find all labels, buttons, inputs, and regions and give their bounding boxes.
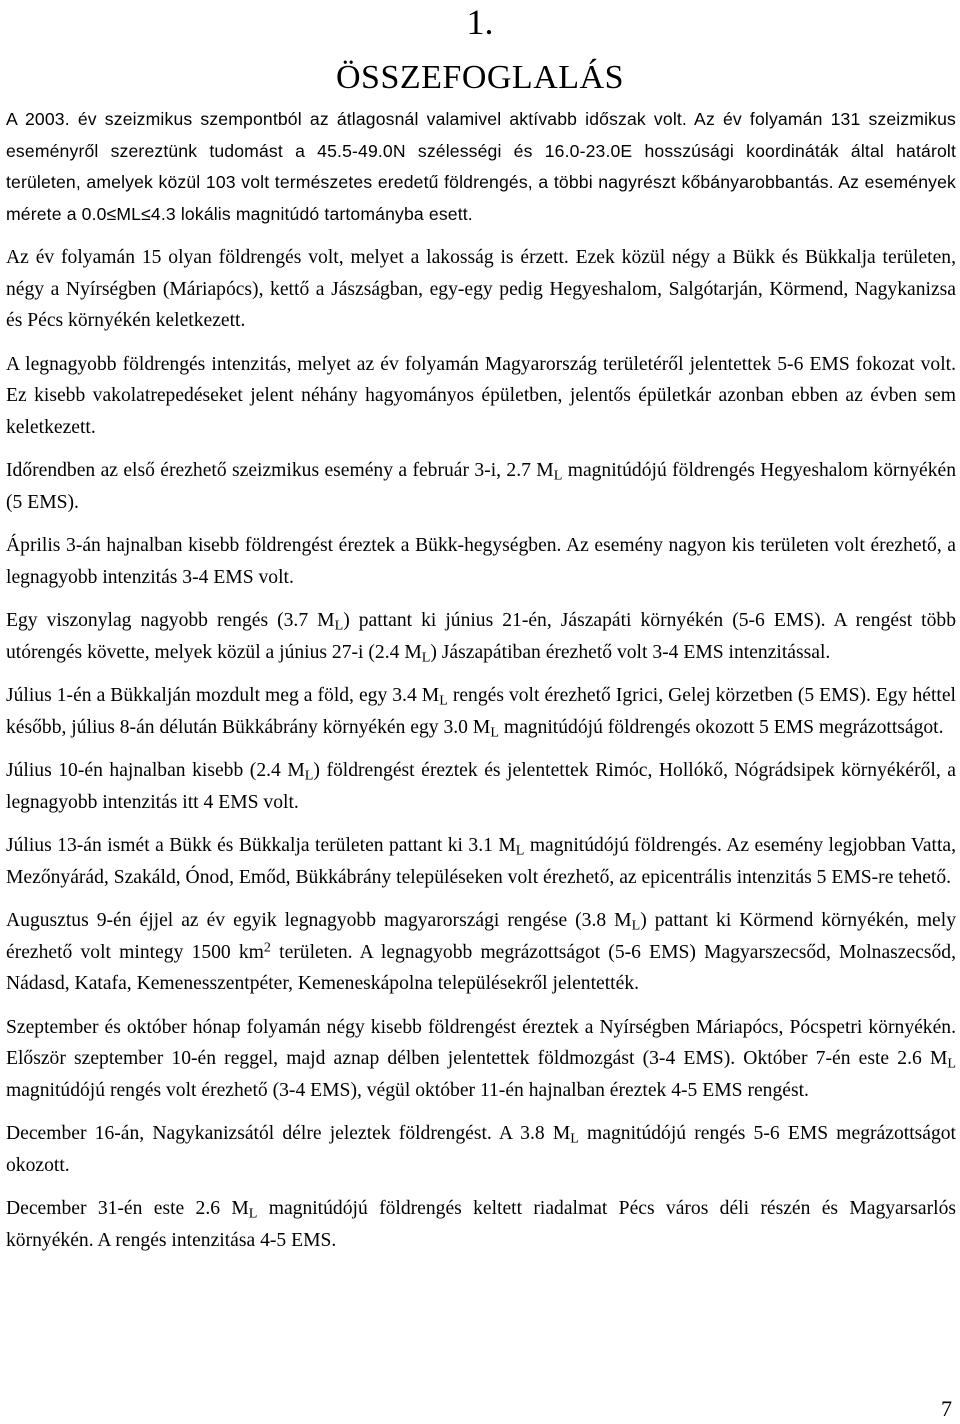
- text-segment: magnitúdójú földrengés keltett riadalmat Pécs város déli részén és Magyarsarlós környékén. A rengés intenzitása 4-5 EMS.: [6, 1198, 956, 1251]
- text-segment: területen. A legnagyobb megrázottságot (5-6 EMS) Magyarszecsőd, Molnaszecsőd, Nádasd, Katafa, Kemenesszentpéter, Kemeneskápolna településekről jelentették.: [6, 941, 956, 994]
- subscript: L: [947, 1055, 956, 1072]
- subscript: L: [515, 842, 525, 859]
- subscript: L: [334, 617, 344, 634]
- subscript: L: [490, 724, 499, 741]
- paragraph: [6, 1012, 956, 1107]
- subscript: L: [439, 692, 448, 709]
- text-segment: magnitúdójú földrengés. Az esemény legjobban Vatta, Mezőnyárád, Szakáld, Ónod, Emőd, Bükkábrány településeken volt érezhető, az epicentrális intenzitás 5 EMS-re tehető.: [6, 835, 956, 888]
- text-segment: ) Jászapátiban érezhető volt 3-4 EMS intenzitással.: [430, 641, 831, 663]
- text-segment: A legnagyobb földrengés intenzitás, melyet az év folyamán Magyarország területéről jelentettek 5-6 EMS fokozat volt. Ez kisebb vakolatrepedéseket jelent néhány hagyományos épületben, jelentős épületkár azonban ebben az évben sem keletkezett.: [6, 353, 956, 438]
- page-number: 7: [941, 1396, 952, 1421]
- subscript: L: [304, 767, 314, 784]
- text-segment: December 16-án, Nagykanizsától délre jeleztek földrengést. A 3.8 M: [6, 1123, 571, 1144]
- text-segment: Időrendben az első érezhető szeizmikus esemény a február 3-i, 2.7 M: [6, 460, 554, 481]
- subscript: L: [421, 649, 431, 666]
- text-segment: ) pattant ki Körmend környékén, mely érezhető volt mintegy 1500 km: [6, 910, 956, 963]
- body-text: [6, 104, 956, 1268]
- paragraph: [6, 455, 956, 518]
- text-segment: Július 10-én hajnalban kisebb (2.4 M: [6, 760, 305, 781]
- text-segment: rengés volt érezhető Igrici, Gelej körzetben (5 EMS). Egy héttel később, július 8-án délután Bükkábrány környékén egy 3.0 M: [6, 685, 956, 738]
- text-segment: A 2003. év szeizmikus szempontból az átlagosnál valamivel aktívabb időszak volt. Az év folyamán 131 szeizmikus eseményről szereztünk tudomást a 45.5-49.0N szélességi és 16.0-23.0E hosszúsági koordináták által határolt területen, amelyek közül 103 volt természetes eredetű földrengés, a többi nagyrészt kőbányarobbantás. Az események mérete a 0.0≤ML≤4.3 lokális magnitúdó tartományba esett.: [6, 109, 956, 224]
- text-segment: Április 3-án hajnalban kisebb földrengést éreztek a Bükk-hegységben. Az esemény nagyon kis területen volt érezhető, a legnagyobb intenzitás 3-4 EMS volt.: [6, 535, 956, 588]
- paragraph: [6, 349, 956, 444]
- text-segment: Az év folyamán 15 olyan földrengés volt, melyet a lakosság is érzett. Ezek közül négy a Bükk és Bükkalja területen, négy a Nyírségben (Máriapócs), kettő a Jászságban, egy-egy pedig Hegyeshalom, Salgótarján, Körmend, Nagykanizsa és Pécs környékén keletkezett.: [6, 247, 956, 331]
- subscript: L: [631, 917, 641, 934]
- paragraph: [6, 1118, 956, 1181]
- paragraph: [6, 242, 956, 337]
- text-segment: Egy viszonylag nagyobb rengés (3.7 M: [6, 610, 335, 631]
- paragraph: [6, 104, 956, 230]
- paragraph: [6, 605, 956, 668]
- text-segment: ) földrengést éreztek és jelentettek Rimóc, Hollókő, Nógrádsipek környékéről, a legnagyobb intenzitás itt 4 EMS volt.: [6, 760, 956, 813]
- subscript: L: [553, 467, 563, 484]
- chapter-title: ÖSSZEFOGLALÁS: [336, 59, 624, 96]
- paragraph: [6, 755, 956, 818]
- text-segment: Július 1-én a Bükkalján mozdult meg a föld, egy 3.4 M: [6, 685, 440, 706]
- text-segment: December 31-én este 2.6 M: [6, 1198, 249, 1219]
- paragraph: [6, 1193, 956, 1256]
- chapter-number: 1.: [466, 2, 494, 42]
- text-segment: Szeptember és október hónap folyamán négy kisebb földrengést éreztek a Nyírségben Máriapócs, Pócspetri környékén. Először szeptember 10-én reggel, majd aznap délben jelentettek földmozgást (3-4 EMS). Október 7-én este 2.6 M: [6, 1016, 956, 1069]
- superscript: 2: [263, 939, 271, 956]
- paragraph: [6, 905, 956, 1000]
- text-segment: magnitúdójú földrengés Hegyeshalom környékén (5 EMS).: [6, 460, 957, 513]
- paragraph: [6, 680, 956, 743]
- paragraph: [6, 530, 956, 593]
- paragraph: [6, 830, 956, 893]
- subscript: L: [570, 1130, 579, 1147]
- text-segment: Augusztus 9-én éjjel az év egyik legnagyobb magyarországi rengése (3.8 M: [6, 910, 632, 931]
- text-segment: magnitúdójú rengés 5-6 EMS megrázottságot okozott.: [6, 1123, 956, 1176]
- text-segment: magnitúdójú rengés volt érezhető (3-4 EMS), végül október 11-én hajnalban éreztek 4-5 EMS rengést.: [6, 1079, 809, 1101]
- text-segment: ) pattant ki június 21-én, Jászapáti környékén (5-6 EMS). A rengést több utórengés követte, melyek közül a június 27-i (2.4 M: [6, 610, 957, 663]
- text-segment: magnitúdójú földrengés okozott 5 EMS megrázottságot.: [498, 716, 944, 738]
- subscript: L: [248, 1205, 258, 1222]
- text-segment: Július 13-án ismét a Bükk és Bükkalja területen pattant ki 3.1 M: [6, 835, 516, 856]
